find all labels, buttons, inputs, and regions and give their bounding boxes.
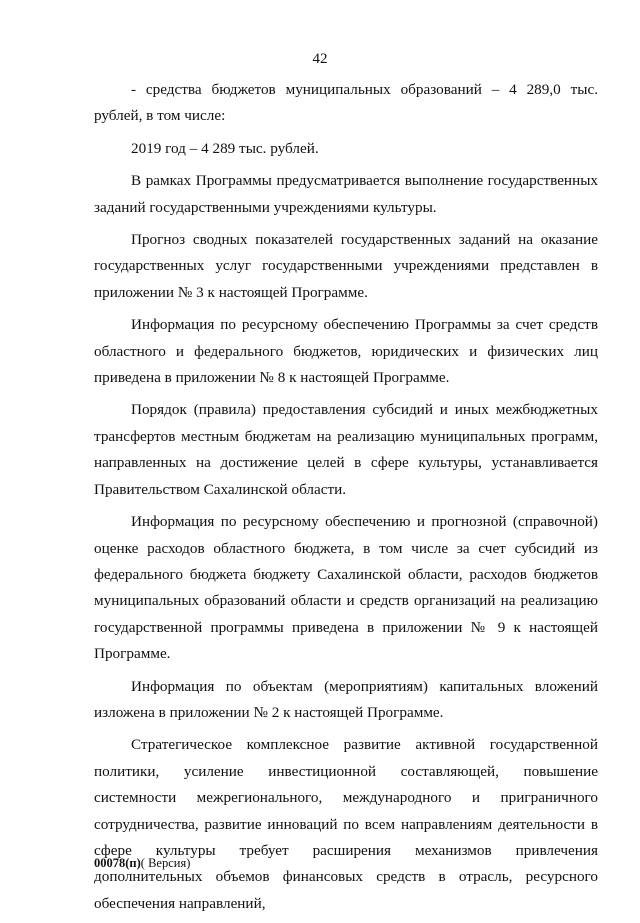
document-footer [94, 856, 190, 871]
document-code: 00078(п) [94, 856, 141, 870]
paragraph-resource-info: Информация по ресурсному обеспечению Программы за счет средств областного и федерального бюджетов, юридических и физических лиц приведена в приложении № 8 к настоящей Программе. [94, 316, 598, 387]
page-number: 42 [312, 51, 328, 67]
document-version: ( Версия) [140, 856, 191, 870]
paragraph-forecast-expenses: Информация по ресурсному обеспечению и прогнозной (справочной) оценке расходов областного бюджета, в том числе за счет субсидий из федерального бюджета бюджету Сахалинской области, расходов бюджетов муниципальных образований области и средств организаций на реализацию государственной программы приведена в приложении № 9 к настоящей Программе. [94, 513, 598, 663]
document-body [94, 77, 598, 923]
paragraph-strategic-development: Стратегическое комплексное развитие активной государственной политики, усиление инвестиционной составляющей, повышение системности межрегионального, международного и приграничного сотрудничества, развитие инноваций по всем направлениям деятельности в сфере культуры требует расширения механизмов привлечения дополнительных объемов финансовых средств в отрасль, ресурсного обеспечения направлений, [94, 736, 598, 912]
paragraph-2019-amount: 2019 год – 4 289 тыс. рублей. [131, 139, 319, 157]
paragraph-municipal-budget: - средства бюджетов муниципальных образований – 4 289,0 тыс. рублей, в том числе: [94, 81, 598, 125]
paragraph-forecast-indicators: Прогноз сводных показателей государственных заданий на оказание государственных услуг государственными учреждениями представлен в приложении № 3 к настоящей Программе. [94, 231, 598, 301]
paragraph-state-assignments: В рамках Программы предусматривается выполнение государственных заданий государственными учреждениями культуры. [94, 172, 598, 216]
paragraph-capital-investments: Информация по объектам (мероприятиям) капитальных вложений изложена в приложении № 2 к настоящей Программе. [94, 677, 598, 721]
paragraph-subsidy-rules: Порядок (правила) предоставления субсидий и иных межбюджетных трансфертов местным бюджетам на реализацию муниципальных программ, направленных на достижение целей в сфере культуры, устанавливается Правительством Сахалинской области. [94, 401, 598, 498]
